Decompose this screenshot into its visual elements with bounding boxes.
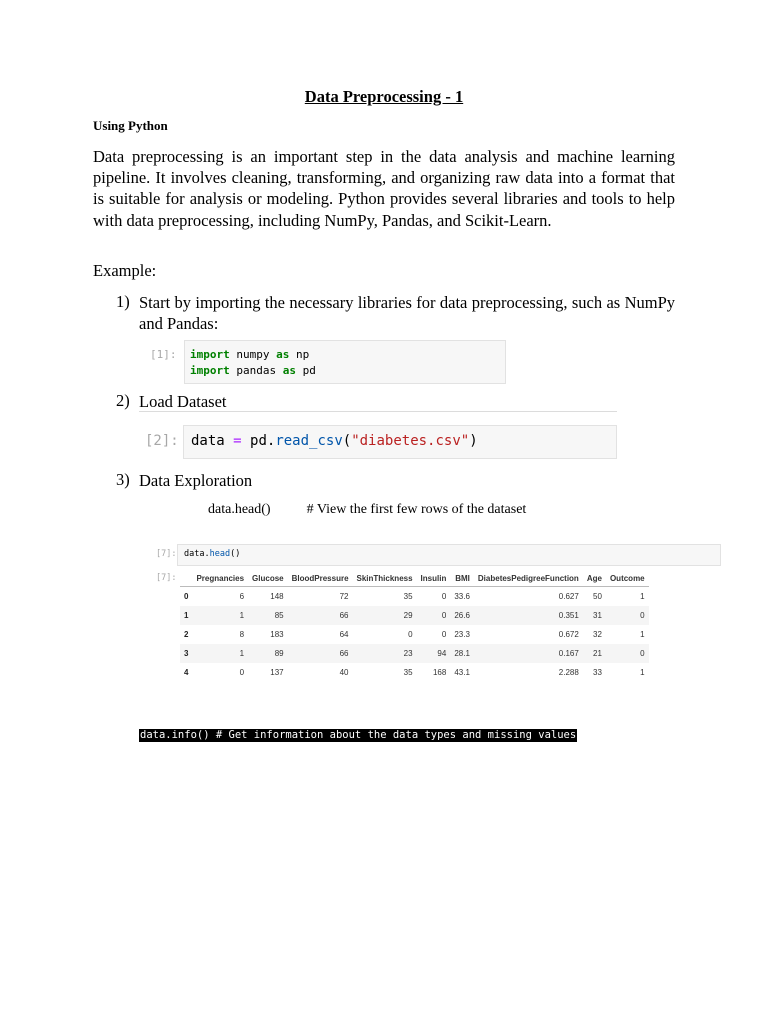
table-row [180,663,649,682]
table-header-cell: Insulin [417,570,451,587]
table-cell: 0.627 [558,592,579,601]
table-cell: 0 [606,606,649,625]
code-line: import numpy as np [190,348,310,361]
table-cell: 168 [432,668,447,677]
table-header-cell [180,570,192,587]
table-cell: 26.6 [450,606,474,625]
step-1-text: Start by importing the necessary libraries for data preprocessing, such as NumPy and Pandas: [139,293,675,334]
table-header-cell: Glucose [248,570,288,587]
row-index: 4 [184,668,189,677]
code-line: data = pd.read_csv("diabetes.csv") [191,433,478,449]
step-2-number: 2) [116,391,130,410]
table-cell: 1 [192,606,248,625]
table-header-cell: SkinThickness [353,570,417,587]
table-cell: 23 [353,644,417,663]
example-label: Example: [93,261,157,280]
table-cell: 32 [593,630,602,639]
table-cell: 1 [640,630,645,639]
table-cell: 31 [583,606,606,625]
table-cell: 94 [417,644,451,663]
table-cell: 148 [270,592,284,601]
table-cell: 28.1 [450,644,474,663]
table-cell: 0.351 [474,606,583,625]
table-cell: 0 [606,644,649,663]
table-cell: 23.3 [454,630,470,639]
table-cell: 35 [403,668,413,677]
table-cell: 137 [270,668,284,677]
table-cell: 0.672 [558,630,579,639]
output-prompt: [7]: [156,573,177,583]
intro-paragraph: Data preprocessing is an important step in the data analysis and machine learning pipeline. It involves cleaning, transforming, and organizing raw data into a format that is suitable for analysis or modeling. Python provides several libraries and tools to help with data preprocessing, including NumPy, Pandas, and Scikit-Learn. [93,147,675,230]
table-cell: 43.1 [454,668,470,677]
row-index: 2 [184,630,189,639]
table-header-cell: Age [583,570,606,587]
info-code-line: data.info() # Get information about the data types and missing values [140,729,577,741]
table-cell: 85 [248,606,288,625]
table-cell: 72 [339,592,349,601]
step-1-number: 1) [116,292,130,311]
table-header-cell: Outcome [606,570,649,587]
table-cell: 64 [339,630,349,639]
table-row [180,644,649,663]
table-row [180,606,649,625]
divider [139,411,617,412]
row-index: 0 [184,592,189,601]
cell-prompt: [7]: [156,549,177,559]
explore-note: data.head() # View the first few rows of the dataset [208,502,527,517]
table-cell: 1 [640,592,645,601]
section-subtitle: Using Python [93,118,168,133]
table-cell: 33.6 [454,592,470,601]
row-index: 1 [180,606,192,625]
table-cell: 21 [583,644,606,663]
table-cell: 0 [239,668,245,677]
table-row [180,587,649,607]
table-cell: 8 [239,630,245,639]
table-cell: 66 [288,606,353,625]
table-cell: 0 [417,606,451,625]
cell-prompt: [2]: [145,433,179,449]
table-cell: 0.167 [474,644,583,663]
table-cell: 1 [640,668,645,677]
step-2-text: Load Dataset [139,392,227,411]
table-cell: 0 [441,592,447,601]
table-header-cell: BloodPressure [288,570,353,587]
row-index: 3 [180,644,192,663]
table-row [180,625,649,644]
dataframe-table [180,570,649,682]
table-cell: 0 [441,630,447,639]
table-cell: 35 [403,592,413,601]
table-cell: 40 [339,668,349,677]
step-3-text: Data Exploration [139,471,253,490]
table-cell: 50 [593,592,602,601]
table-header-cell: DiabetesPedigreeFunction [474,570,583,587]
cell-prompt: [1]: [150,348,177,361]
table-cell: 183 [270,630,284,639]
code-cell-head [177,544,721,566]
table-header-cell: BMI [450,570,474,587]
table-cell: 66 [288,644,353,663]
step-3-number: 3) [116,470,130,489]
table-cell: 89 [248,644,288,663]
table-cell: 2.288 [558,668,579,677]
page-title: Data Preprocessing - 1 [304,87,464,106]
table-cell: 29 [353,606,417,625]
code-line: import pandas as pd [190,364,316,377]
table-header-cell: Pregnancies [192,570,248,587]
code-line: data.head() [184,549,241,559]
code-cell-imports [184,340,506,384]
table-cell: 0 [408,630,413,639]
table-cell: 1 [192,644,248,663]
table-cell: 33 [593,668,602,677]
table-cell: 6 [239,592,245,601]
